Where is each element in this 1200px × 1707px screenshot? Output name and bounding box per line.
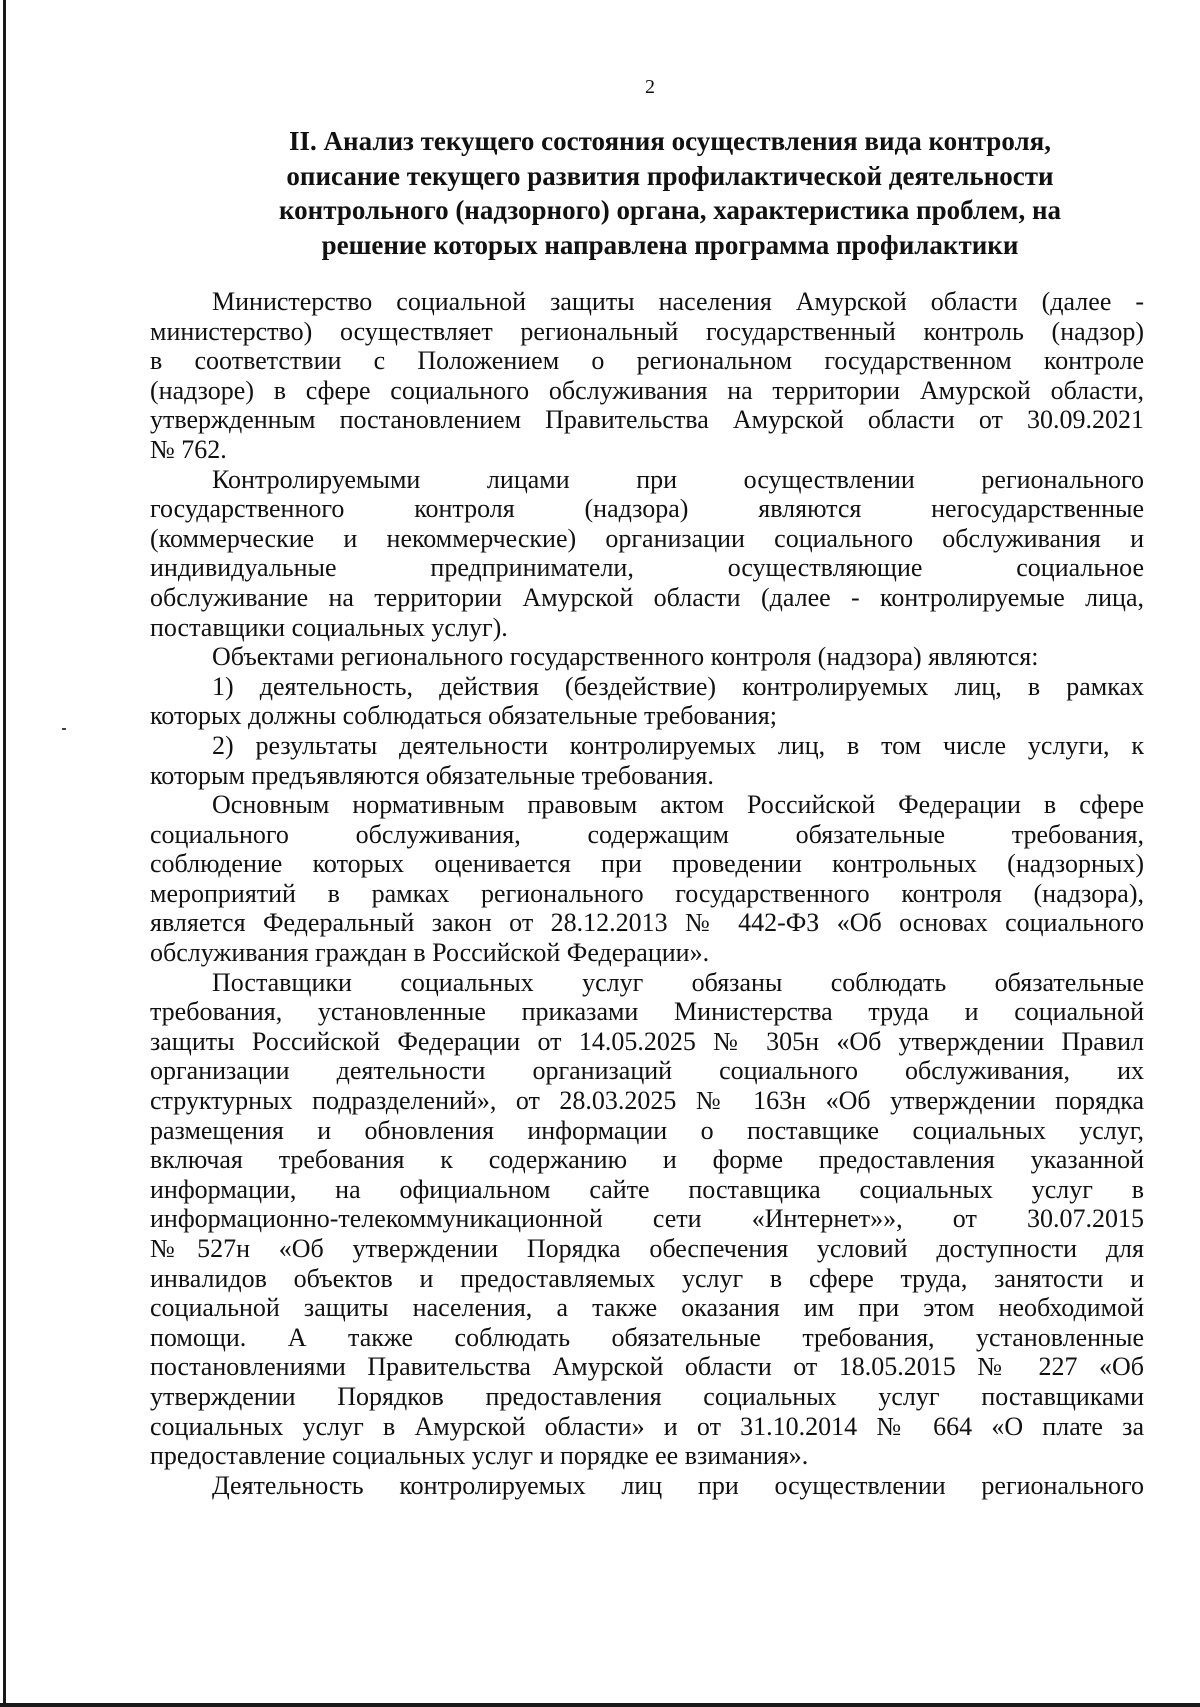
text-line: обслуживания граждан в Российской Федерации».: [150, 938, 710, 968]
text-line: мероприятий в рамках регионального государственного контроля (надзора),: [150, 878, 1144, 908]
text-line: Контролируемыми лицами при осуществлении регионального: [212, 464, 1144, 494]
scan-left-edge: [3, 0, 6, 1707]
text-line: защиты Российской Федерации от 14.05.2025 № 305н «Об утверждении Правил: [150, 1026, 1144, 1056]
paragraph: [150, 790, 1144, 968]
text-line: министерство) осуществляет региональный государственный контроль (надзор): [150, 316, 1144, 346]
text-line: №527н «Об утверждении Порядка обеспечения условий доступности для: [150, 1234, 1144, 1263]
text-line: инвалидов объектов и предоставляемых услуг в сфере труда, занятости и: [150, 1263, 1144, 1293]
paragraph: [150, 465, 1144, 643]
paragraph: [150, 731, 1144, 790]
paragraph: [150, 968, 1144, 1471]
text-line: обслуживание на территории Амурской области (далее - контролируемые лица,: [150, 582, 1144, 612]
text-line: является Федеральный закон от 28.12.2013 № 442-ФЗ «Об основах социального: [150, 908, 1144, 938]
scan-speck: [62, 728, 66, 730]
paragraph: [150, 287, 1144, 465]
scan-bottom-edge: [0, 1703, 1200, 1707]
text-line: (коммерческие и некоммерческие) организации социального обслуживания и: [150, 523, 1144, 553]
text-line: постановлениями Правительства Амурской области от 18.05.2015 № 227 «Об: [150, 1352, 1144, 1382]
text-line: информационно-телекоммуникационной сети «Интернет»», от 30.07.2015: [150, 1204, 1144, 1234]
paragraph: [150, 672, 1144, 731]
text-line: 1) деятельность, действия (бездействие) контролируемых лиц, в рамках: [212, 671, 1144, 701]
text-line: структурных подразделений», от 28.03.2025 № 163н «Об утверждении порядка: [150, 1086, 1144, 1116]
page-number: 2: [645, 76, 655, 98]
text-line: соблюдение которых оценивается при проведении контрольных (надзорных): [150, 849, 1144, 879]
text-line: социальных услуг в Амурской области» и от 31.10.2014 № 664 «О плате за: [150, 1411, 1144, 1441]
text-line: Министерство социальной защиты населения Амурской области (далее -: [212, 287, 1144, 316]
text-line: которых должны соблюдаться обязательные требования;: [150, 701, 777, 731]
text-line: информации, на официальном сайте поставщика социальных услуг в: [150, 1174, 1144, 1204]
text-line: 2) результаты деятельности контролируемых лиц, в том числе услуги, к: [212, 730, 1144, 760]
text-line: требования, установленные приказами Министерства труда и социальной: [150, 997, 1144, 1027]
text-line: помощи. А также соблюдать обязательные требования, установленные: [150, 1322, 1144, 1352]
text-line: Деятельность контролируемых лиц при осуществлении регионального: [212, 1470, 1144, 1500]
text-line: включая требования к содержанию и форме предоставления указанной: [150, 1145, 1144, 1175]
heading-line: решение которых направлена программа профилактики: [321, 229, 1019, 260]
text-line: социального обслуживания, содержащим обязательные требования,: [150, 819, 1144, 849]
section-heading: [230, 124, 1110, 262]
text-line: № 762.: [150, 434, 227, 464]
text-line: предоставление социальных услуг и порядке ее взимания».: [150, 1441, 809, 1471]
text-line: размещения и обновления информации о поставщике социальных услуг,: [150, 1115, 1144, 1145]
text-line: индивидуальные предприниматели, осуществляющие социальное: [150, 553, 1144, 583]
heading-line: описание текущего развития профилактической деятельности: [286, 160, 1054, 191]
text-line: Основным нормативным правовым актом Российской Федерации в сфере: [212, 790, 1144, 820]
text-line: утверждении Порядков предоставления социальных услуг поставщиками: [150, 1381, 1144, 1411]
text-line: в соответствии с Положением о региональном государственном контроле: [150, 346, 1144, 376]
text-line: государственного контроля (надзора) являются негосударственные: [150, 494, 1144, 524]
heading-line: контрольного (надзорного) органа, характеристика проблем, на: [278, 195, 1061, 225]
text-line: Объектами регионального государственного контроля (надзора) являются:: [212, 642, 1039, 672]
text-line: организации деятельности организаций социального обслуживания, их: [150, 1056, 1144, 1086]
text-line: (надзоре) в сфере социального обслуживания на территории Амурской области,: [150, 375, 1144, 405]
text-line: социальной защиты населения, а также оказания им при этом необходимой: [150, 1293, 1144, 1323]
text-line: Поставщики социальных услуг обязаны соблюдать обязательные: [212, 967, 1144, 997]
text-line: утвержденным постановлением Правительства Амурской области от 30.09.2021: [150, 405, 1144, 435]
paragraph: [150, 642, 1144, 672]
heading-line: II. Анализ текущего состояния осуществления вида контроля,: [289, 126, 1051, 156]
text-line: поставщики социальных услуг).: [150, 612, 508, 642]
paragraph: [150, 1471, 1144, 1501]
text-line: которым предъявляются обязательные требования.: [150, 760, 714, 790]
body-text: [150, 287, 1144, 1500]
